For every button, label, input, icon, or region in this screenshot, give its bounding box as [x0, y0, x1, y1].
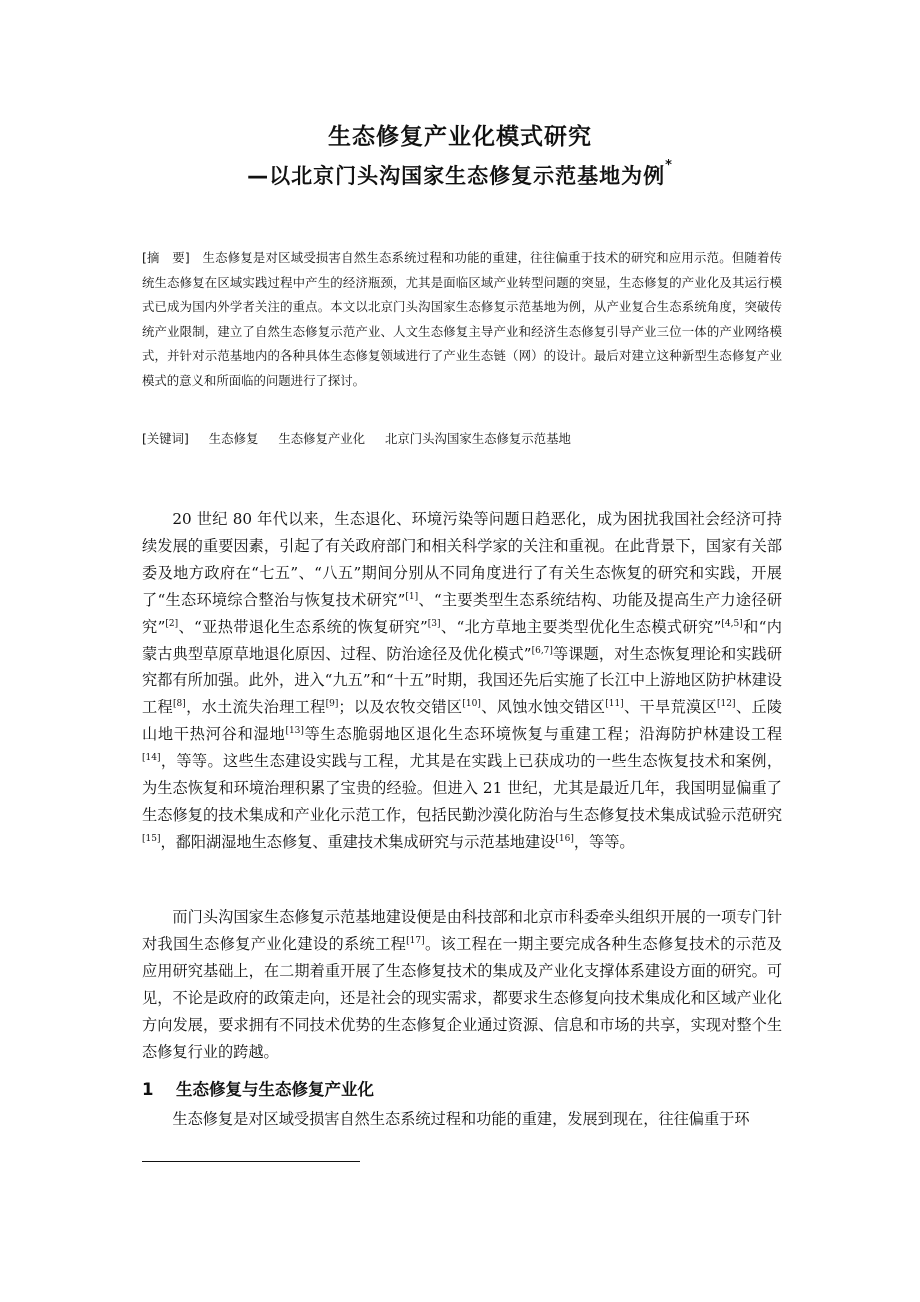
footnote-marker: *	[665, 158, 673, 173]
paragraph-text: 、“亚热带退化生态系统的恢复研究”	[178, 617, 428, 636]
paragraph-text: 20 世纪 80 年代以来，生态退化、环境污染等问题日趋恶化，成为困扰我国社会经济可持续发展的重要因素，引起了有关政府部门和相关科学家的关注和重视。在此背景下，国家有关部委及地方政府在“七五”、“八五”期间分别从不同角度进行了有关生态恢复的研究和实践，开展了“生态环境综合整治与恢复技术研究”	[142, 510, 782, 609]
paragraph-text: 、“北方草地主要类型优化生态模式研究”	[440, 617, 722, 636]
citation-ref: [3]	[427, 618, 441, 629]
paragraph-text: 等课题，对生态恢复理论和实践研究都有所加强。此外，进入“九五”和“十五”时期，我国还先后实施了长江中上游地区防护林建设工程	[142, 644, 783, 717]
keywords	[142, 428, 782, 450]
keyword-item: 北京门头沟国家生态修复示范基地	[385, 431, 571, 446]
citation-ref: [4,5]	[721, 618, 743, 629]
paragraph-text: ，水土流失治理工程	[185, 698, 326, 717]
citation-ref: [12]	[717, 699, 736, 710]
citation-ref: [1]	[405, 591, 419, 602]
paragraph-text: ；以及农牧交错区	[338, 698, 463, 717]
paragraph-text: 、丘陵山地干热河谷和湿地	[142, 698, 783, 744]
paragraph-text: 、风蚀水蚀交错区	[480, 698, 606, 717]
section-title: 生态修复与生态修复产业化	[176, 1080, 374, 1099]
keyword-item: 生态修复	[208, 431, 259, 446]
paragraph-text: 等生态脆弱地区退化生态环境恢复与重建工程；沿海防护林建设工程	[303, 725, 783, 744]
paper-subtitle	[0, 160, 920, 190]
citation-ref: [8]	[173, 699, 186, 710]
citation-ref: [13]	[285, 726, 304, 737]
paragraph-text: ，等等。	[573, 832, 635, 851]
paragraph-text: 而门头沟国家生态修复示范基地建设便是由科技部和北京市科委牵头组织开展的一项专门针对我国生态修复产业化建设的系统工程	[142, 908, 782, 953]
paragraph-text: ，鄱阳湖湿地生态修复、重建技术集成研究与示范基地建设	[160, 832, 556, 851]
body-paragraph-2	[142, 904, 782, 1065]
footnote-separator	[142, 1161, 360, 1162]
abstract-text: 生态修复是对区域受损害自然生态系统过程和功能的重建，往往偏重于技术的研究和应用示范。但随着传统生态修复在区域实践过程中产生的经济瓶颈，尤其是面临区域产业转型问题的突显，生态修复的产业化及其运行模式已成为国内外学者关注的重点。本文以北京门头沟国家生态修复示范基地为例，从产业复合生态系统角度，突破传统产业限制，建立了自然生态修复示范产业、人文生态修复主导产业和经济生态修复引导产业三位一体的产业网络模式，并针对示范基地内的各种具体生态修复领域进行了产业生态链（网）的设计。最后对建立这种新型生态修复产业模式的意义和所面临的问题进行了探讨。	[142, 250, 783, 388]
paragraph-text: ，等等。这些生态建设实践与工程，尤其是在实践上已获成功的一些生态恢复技术和案例，为生态恢复和环境治理积累了宝贵的经验。但进入 21 世纪，尤其是最近几年，我国明显偏重了生态修复的技术集成和产业化示范工作，包括民勤沙漠化防治与生态修复技术集成试验示范研究	[142, 752, 782, 824]
citation-ref: [9]	[325, 699, 339, 710]
keywords-label: [关键词]	[142, 431, 189, 446]
abstract-label: [摘 要]	[142, 250, 190, 265]
subtitle-text: —以北京门头沟国家生态修复示范基地为例	[247, 164, 666, 188]
paragraph-text: 和“内蒙古典型草原草地退化原因、过程、防治途径及优化模式”	[142, 617, 782, 663]
abstract	[142, 246, 782, 393]
paragraph-text: 、“主要类型生态系统结构、功能及提高生产力途径研究”	[142, 590, 783, 636]
paragraph-text: 、干旱荒漠区	[623, 698, 718, 717]
citation-ref: [17]	[406, 935, 425, 946]
body-paragraph-1	[142, 506, 782, 856]
citation-ref: [11]	[605, 699, 624, 710]
paper-title: 生态修复产业化模式研究	[328, 124, 592, 150]
citation-ref: [14]	[142, 753, 161, 764]
citation-ref: [15]	[142, 833, 161, 844]
body-paragraph-3	[142, 1106, 782, 1133]
section-number: 1	[142, 1080, 154, 1099]
paragraph-text: 。该工程在一期主要完成各种生态修复技术的示范及应用研究基础上，在二期着重开展了生态修复技术的集成及产业化支撑体系建设方面的研究。可见，不论是政府的政策走向，还是社会的现实需求，都要求生态修复向技术集成化和区域产业化方向发展，要求拥有不同技术优势的生态修复企业通过资源、信息和市场的共享，实现对整个生态修复行业的跨越。	[142, 934, 783, 1061]
paragraph-1-content	[142, 506, 782, 856]
citation-ref: [2]	[165, 618, 179, 629]
citation-ref: [10]	[462, 699, 481, 710]
paragraph-2-content	[142, 904, 782, 1065]
keyword-item: 生态修复产业化	[278, 431, 366, 446]
citation-ref: [6,7]	[531, 645, 553, 656]
citation-ref: [16]	[555, 833, 574, 844]
paragraph-3-content: 生态修复是对区域受损害自然生态系统过程和功能的重建，发展到现在，往往偏重于环	[172, 1110, 750, 1128]
section-heading	[142, 1076, 374, 1100]
